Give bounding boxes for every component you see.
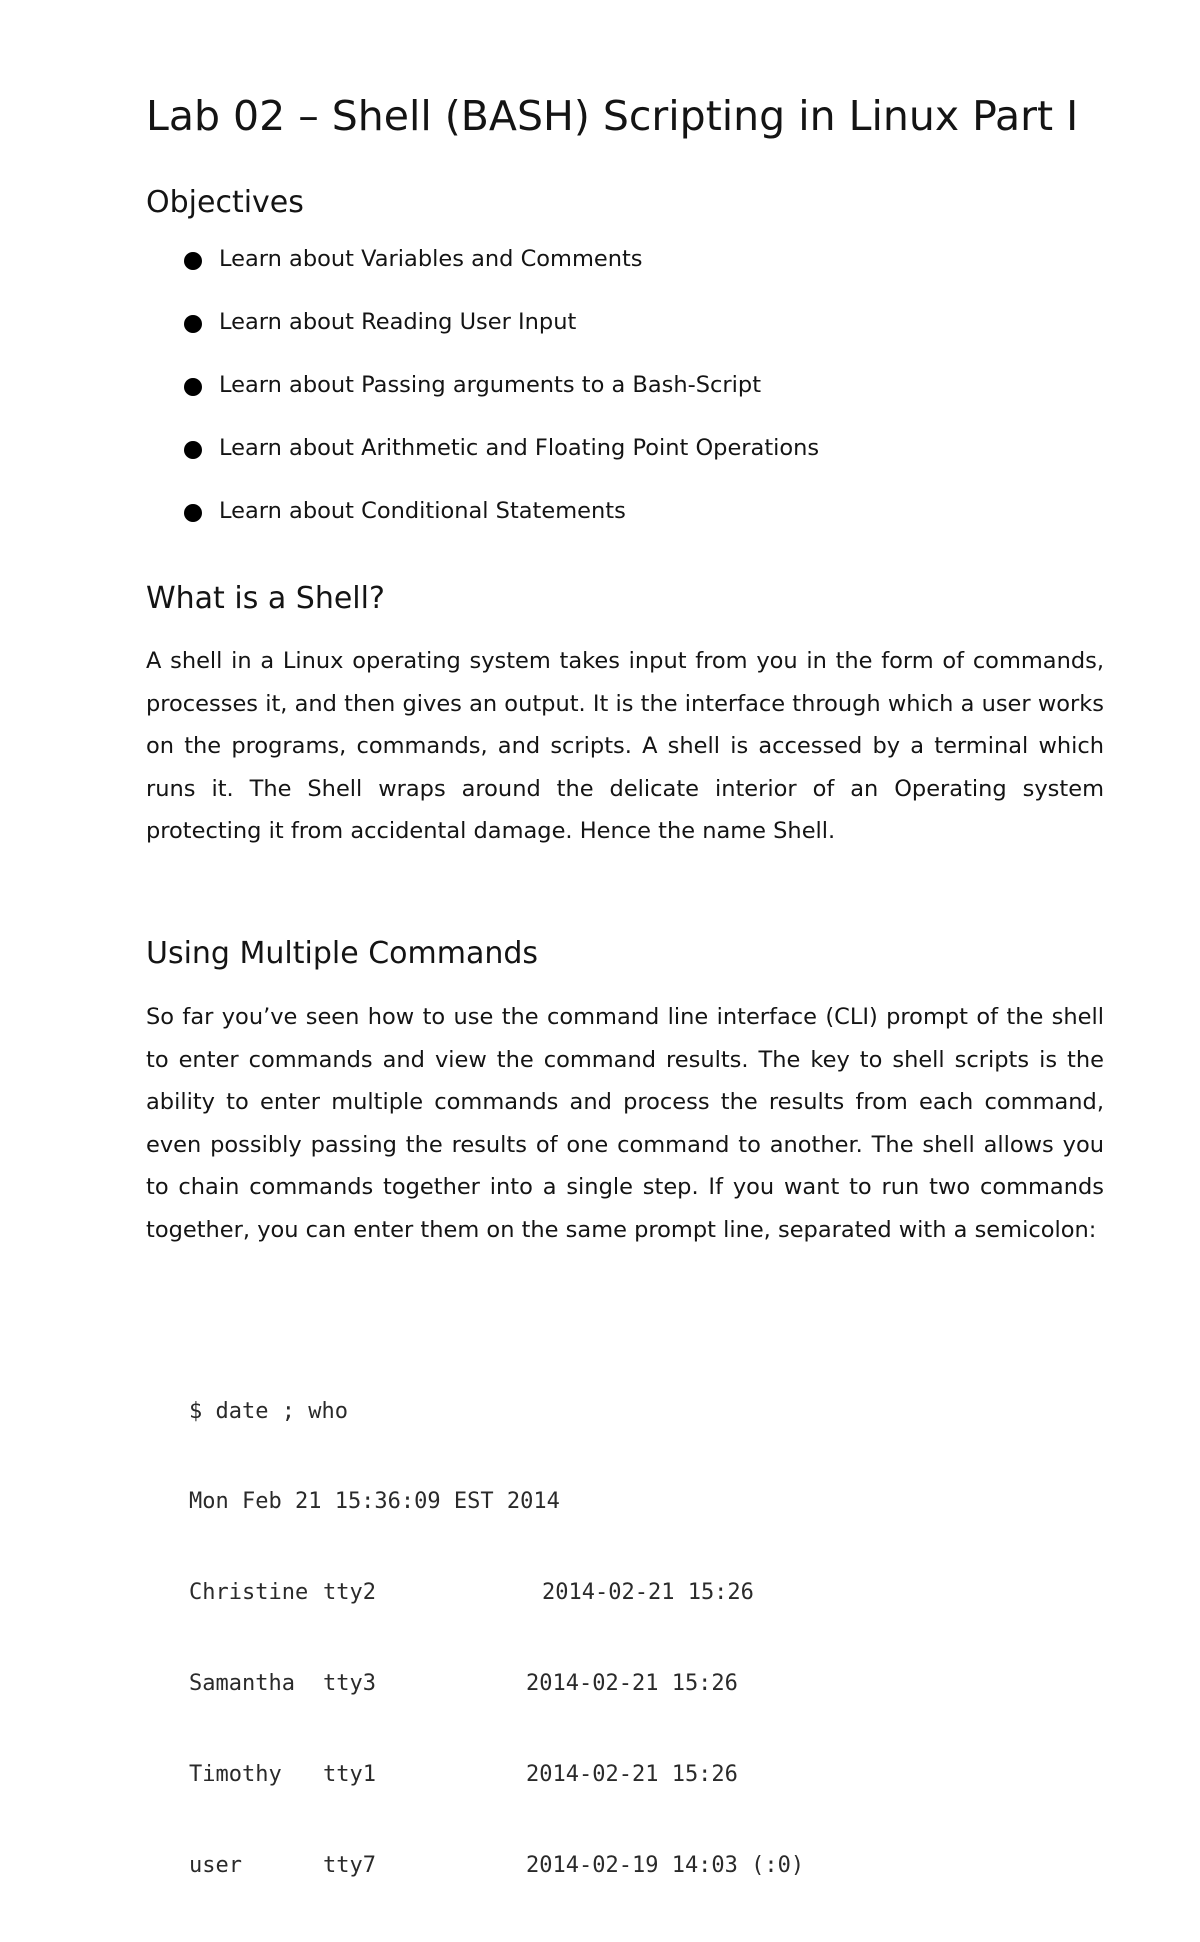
bullet-icon	[184, 252, 202, 270]
terminal-command: $ date ; who	[189, 1398, 348, 1424]
terminal-row	[189, 1669, 804, 1699]
terminal-time: 2014-02-21 15:26	[542, 1580, 754, 1606]
terminal-time: 2014-02-21 15:26	[526, 1671, 738, 1697]
terminal-user: Christine	[189, 1580, 309, 1606]
bullet-icon	[184, 378, 202, 396]
list-item-text: Learn about Variables and Comments	[219, 246, 643, 272]
terminal-row	[189, 1578, 804, 1608]
terminal-command-line	[189, 1397, 804, 1427]
terminal-tty: tty1	[323, 1762, 376, 1788]
multiple-commands-heading: Using Multiple Commands	[146, 936, 539, 971]
terminal-row	[189, 1851, 804, 1881]
list-item	[184, 307, 819, 370]
bullet-icon	[184, 504, 202, 522]
terminal-tty: tty7	[323, 1853, 376, 1879]
objectives-list	[184, 244, 819, 559]
list-item	[184, 496, 819, 559]
terminal-date-line	[189, 1487, 804, 1517]
terminal-user: Samantha	[189, 1671, 295, 1697]
terminal-date-output: Mon Feb 21 15:36:09 EST 2014	[189, 1489, 560, 1515]
terminal-time: 2014-02-21 15:26	[526, 1762, 738, 1788]
list-item	[184, 244, 819, 307]
terminal-tty: tty2	[323, 1580, 376, 1606]
list-item-text: Learn about Reading User Input	[219, 309, 577, 335]
list-item-text: Learn about Passing arguments to a Bash-Script	[219, 372, 762, 398]
terminal-time: 2014-02-19 14:03 (:0)	[526, 1853, 805, 1879]
terminal-output	[189, 1336, 804, 1942]
list-item-text: Learn about Arithmetic and Floating Point Operations	[219, 435, 820, 461]
terminal-user: user	[189, 1853, 242, 1879]
what-is-shell-paragraph: A shell in a Linux operating system takes input from you in the form of commands, processes it, and then gives an output. It is the interface through which a user works on the programs, commands, and scripts. A shell is accessed by a terminal which runs it. The Shell wraps around the delicate interior of an Operating system protecting it from accidental damage. Hence the name Shell.	[146, 648, 1104, 845]
list-item-text: Learn about Conditional Statements	[219, 498, 626, 524]
terminal-row	[189, 1760, 804, 1790]
multiple-commands-paragraph: So far you’ve seen how to use the command line interface (CLI) prompt of the shell to enter commands and view the command results. The key to shell scripts is the ability to enter multiple commands and process the results from each command, even possibly passing the results of one command to another. The shell allows you to chain commands together into a single step. If you want to run two commands together, you can enter them on the same prompt line, separated with a semicolon:	[146, 1004, 1104, 1243]
list-item	[184, 370, 819, 433]
list-item	[184, 433, 819, 496]
terminal-user: Timothy	[189, 1762, 282, 1788]
what-is-shell-heading: What is a Shell?	[146, 581, 385, 616]
terminal-tty: tty3	[323, 1671, 376, 1697]
bullet-icon	[184, 441, 202, 459]
page-title: Lab 02 – Shell (BASH) Scripting in Linux Part I	[146, 92, 1079, 140]
bullet-icon	[184, 315, 202, 333]
objectives-heading: Objectives	[146, 185, 304, 220]
